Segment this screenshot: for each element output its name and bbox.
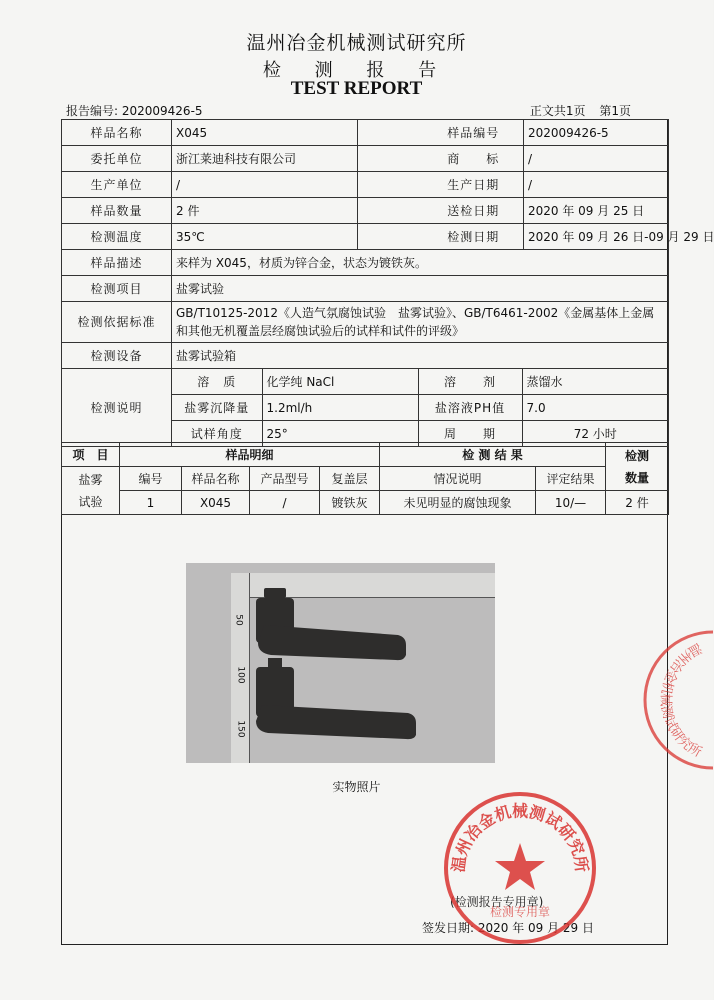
institute-name: 温州冶金机械测试研究所 (246, 32, 467, 54)
rate-label: 盐雾沉降量 (172, 395, 262, 421)
test-date-label: 检测日期 (424, 224, 524, 250)
solute-label: 溶 质 (172, 369, 262, 395)
send-date-value: 2020 年 09 月 25 日 (524, 198, 669, 224)
col-coating-header: 复盖层 (320, 467, 380, 491)
table-row (62, 146, 669, 172)
table-row (62, 224, 669, 250)
table-row (62, 120, 669, 146)
basis-label: 检测依据标准 (62, 302, 172, 343)
row-model: / (250, 491, 320, 515)
results-result-header: 检 测 结 果 (380, 443, 606, 467)
basis-value: GB/T10125-2012《人造气氛腐蚀试验 盐雾试验》、GB/T6461-2002《金属基体上金属和其他无机覆盖层经腐蚀试验后的试样和试件的评级》 (172, 302, 669, 343)
ruler-mark-100: 100 (235, 666, 246, 684)
qty-value: 2 件 (172, 198, 358, 224)
col-model-header: 产品型号 (250, 467, 320, 491)
qty-label: 样品数量 (62, 198, 172, 224)
row-no: 1 (120, 491, 182, 515)
explain-table (172, 369, 668, 446)
results-detail-header: 样品明细 (120, 443, 380, 467)
report-number: 报告编号: 202009426-5 (66, 104, 203, 118)
row-qty: 2 件 (606, 491, 669, 515)
maker-value: / (172, 172, 358, 198)
results-test-name (62, 467, 120, 515)
report-title-cn: 检 测 报 告 (262, 60, 451, 81)
prod-date-label: 生产日期 (424, 172, 524, 198)
col-situation-header: 情况说明 (380, 467, 536, 491)
sample-photo (186, 563, 495, 763)
seal-sub-text: 检测专用章 (489, 905, 551, 919)
table-row (62, 491, 669, 515)
row-situation: 未见明显的腐蚀现象 (380, 491, 536, 515)
sample-no-value: 202009426-5 (524, 120, 669, 146)
table-row (62, 250, 669, 276)
table-row (62, 302, 669, 343)
table-row (172, 395, 668, 421)
prod-date-value: / (524, 172, 669, 198)
period-value: 72 小时 (522, 421, 668, 447)
maker-label: 生产单位 (62, 172, 172, 198)
results-qty-header-2: 数量 (625, 470, 650, 485)
results-qty-header-1: 检测 (625, 448, 650, 463)
sample-name-label: 样品名称 (62, 120, 172, 146)
row-coating: 镀铁灰 (320, 491, 380, 515)
client-label: 委托单位 (62, 146, 172, 172)
issue-date: 签发日期: 2020 年 09 月 29 日 (422, 921, 595, 935)
col-name-header: 样品名称 (182, 467, 250, 491)
info-table (61, 119, 714, 447)
official-seal-stamp (440, 788, 600, 948)
page-info (520, 102, 631, 119)
seal-note: (检测报告专用章) (450, 895, 544, 909)
report-title-en: TEST REPORT (290, 78, 423, 99)
seal-star-icon (495, 843, 545, 890)
table-row (62, 276, 669, 302)
test-date-value: 2020 年 09 月 26 日-09 月 29 日 (524, 224, 669, 250)
trademark-label: 商 标 (424, 146, 524, 172)
edge-seal-text: 温州冶金机械测试研究所 (657, 639, 704, 761)
page-count: 正文共1页 (529, 104, 586, 118)
temp-label: 检测温度 (62, 224, 172, 250)
angle-value: 25° (262, 421, 418, 447)
sample-no-label: 样品编号 (424, 120, 524, 146)
table-row (62, 343, 669, 369)
table-row (62, 443, 669, 467)
table-row (62, 172, 669, 198)
door-handles-image (186, 563, 495, 763)
solvent-label: 溶 剂 (418, 369, 522, 395)
rate-value: 1.2ml/h (262, 395, 418, 421)
desc-value: 来样为 X045，材质为锌合金，状态为镀铁灰。 (172, 250, 669, 276)
ph-value: 7.0 (522, 395, 668, 421)
results-qty-header (606, 443, 669, 491)
table-row (172, 369, 668, 395)
row-name: X045 (182, 491, 250, 515)
explain-label: 检测说明 (62, 369, 172, 447)
photo-caption: 实物照片 (332, 780, 381, 794)
ruler-mark-50: 50 (233, 614, 244, 626)
seal-main-text: 温州冶金机械测试研究所 (448, 801, 592, 874)
col-rating-header: 评定结果 (536, 467, 606, 491)
results-item-header: 项 目 (62, 443, 120, 467)
results-test-name-1: 盐雾 (78, 472, 103, 487)
solvent-value: 蒸馏水 (522, 369, 668, 395)
ph-label: 盐溶液PH值 (418, 395, 522, 421)
edge-seal-stamp (628, 625, 713, 775)
svg-text:温州冶金机械测试研究所 (658, 639, 704, 760)
temp-value: 35℃ (172, 224, 358, 250)
send-date-label: 送检日期 (424, 198, 524, 224)
desc-label: 样品描述 (62, 250, 172, 276)
table-row (62, 369, 669, 447)
solute-value: 化学纯 NaCl (262, 369, 418, 395)
ruler-mark-150: 150 (235, 720, 246, 738)
explain-cell (172, 369, 669, 447)
sample-name-value: X045 (172, 120, 358, 146)
trademark-value: / (524, 146, 669, 172)
equip-value: 盐雾试验箱 (172, 343, 669, 369)
results-table (61, 442, 669, 515)
item-label: 检测项目 (62, 276, 172, 302)
col-no-header: 编号 (120, 467, 182, 491)
client-value: 浙江莱迪科技有限公司 (172, 146, 358, 172)
period-label: 周 期 (418, 421, 522, 447)
page-number: 第1页 (599, 104, 631, 118)
equip-label: 检测设备 (62, 343, 172, 369)
table-row (62, 198, 669, 224)
table-row (62, 467, 669, 491)
angle-label: 试样角度 (172, 421, 262, 447)
row-rating: 10/— (536, 491, 606, 515)
results-test-name-2: 试验 (78, 494, 103, 509)
item-value: 盐雾试验 (172, 276, 669, 302)
